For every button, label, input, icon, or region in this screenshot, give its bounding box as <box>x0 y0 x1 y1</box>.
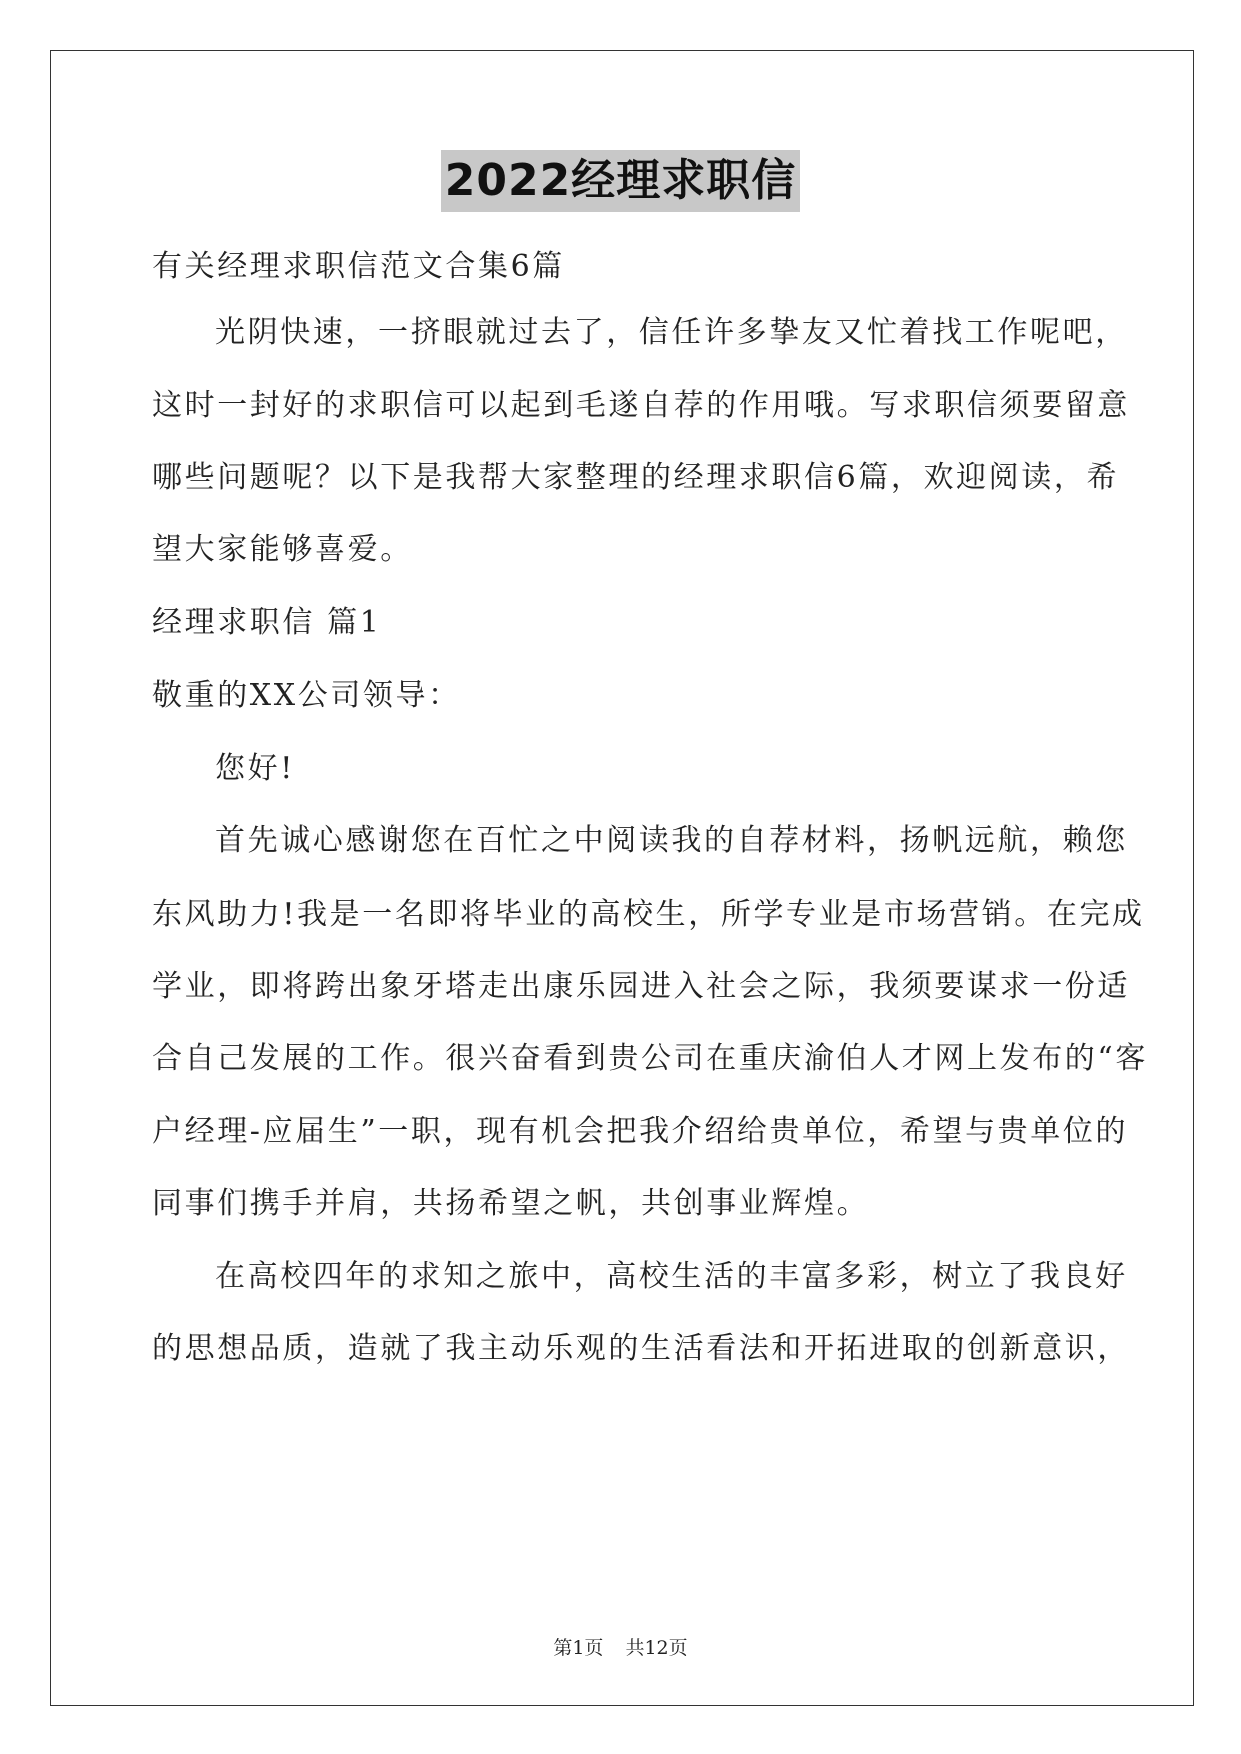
paragraph-line: 学业，即将跨出象牙塔走出康乐园进入社会之际，我须要谋求一份适 <box>152 969 1130 1004</box>
paragraph-line: 首先诚心感谢您在百忙之中阅读我的自荐材料，扬帆远航，赖您 <box>215 823 1128 858</box>
paragraph-line: 在高校四年的求知之旅中，高校生活的丰富多彩，树立了我良好 <box>215 1259 1128 1294</box>
greeting-line: 您好! <box>215 751 295 786</box>
paragraph-line: 哪些问题呢？以下是我帮大家整理的经理求职信6篇，欢迎阅读，希 <box>152 460 1120 495</box>
section-heading: 经理求职信 篇1 <box>152 605 382 640</box>
paragraph-line: 同事们携手并肩，共扬希望之帆，共创事业辉煌。 <box>152 1186 870 1221</box>
paragraph-line: 望大家能够喜爱。 <box>152 532 413 567</box>
paragraph-line: 东风助力!我是一名即将毕业的高校生，所学专业是市场营销。在完成 <box>152 897 1145 932</box>
title-wrap <box>0 150 1241 212</box>
subtitle-line: 有关经理求职信范文合集6篇 <box>152 249 565 284</box>
page-footer <box>0 1636 1241 1660</box>
paragraph-line: 的思想品质，造就了我主动乐观的生活看法和开拓进取的创新意识， <box>152 1331 1130 1366</box>
salutation-line: 敬重的XX公司领导： <box>152 678 461 713</box>
page-number: 第1页 <box>553 1637 604 1659</box>
paragraph-line: 光阴快速，一挤眼就过去了，信任许多挚友又忙着找工作呢吧， <box>215 315 1128 350</box>
document-title: 2022经理求职信 <box>441 150 800 212</box>
paragraph-line: 户经理-应届生”一职，现有机会把我介绍给贵单位，希望与贵单位的 <box>152 1114 1129 1149</box>
page-border <box>50 50 1194 1706</box>
page-total: 共12页 <box>625 1637 688 1659</box>
paragraph-line: 合自己发展的工作。很兴奋看到贵公司在重庆渝伯人才网上发布的“客 <box>152 1041 1148 1076</box>
paragraph-line: 这时一封好的求职信可以起到毛遂自荐的作用哦。写求职信须要留意 <box>152 388 1130 423</box>
